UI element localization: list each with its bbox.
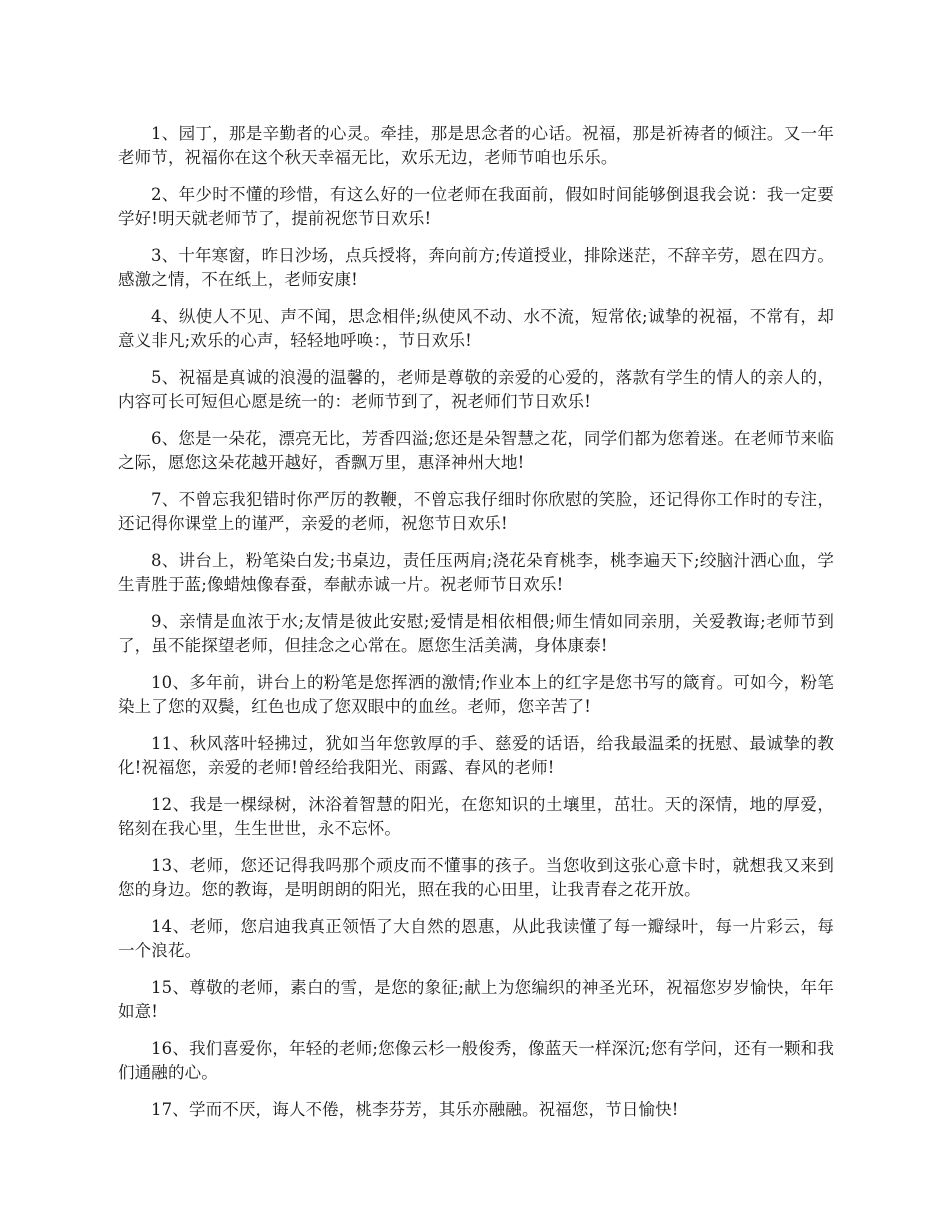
paragraph-13: 13、老师，您还记得我吗那个顽皮而不懂事的孩子。当您收到这张心意卡时，就想我又来到您的身边。您的教诲，是明朗朗的阳光，照在我的心田里，让我青春之花开放。 <box>118 856 834 899</box>
paragraph-11: 11、秋风落叶轻拂过，犹如当年您敦厚的手、慈爱的话语，给我最温柔的抚慰、最诚挚的教化!祝福您，亲爱的老师!曾经给我阳光、雨露、春风的老师! <box>118 734 834 777</box>
paragraph-9: 9、亲情是血浓于水;友情是彼此安慰;爱情是相依相偎;师生情如同亲朋，关爱教诲;老师节到了，虽不能探望老师，但挂念之心常在。愿您生活美满，身体康泰! <box>118 612 834 655</box>
paragraph-6: 6、您是一朵花，漂亮无比，芳香四溢;您还是朵智慧之花，同学们都为您着迷。在老师节来临之际，愿您这朵花越开越好，香飘万里，惠泽神州大地! <box>118 429 834 472</box>
paragraph-4: 4、纵使人不见、声不闻，思念相伴;纵使风不动、水不流，短常依;诚挚的祝福，不常有，却意义非凡;欢乐的心声，轻轻地呼唤：，节日欢乐! <box>118 307 834 350</box>
paragraph-1: 1、园丁，那是辛勤者的心灵。牵挂，那是思念者的心话。祝福，那是祈祷者的倾注。又一年老师节，祝福你在这个秋天幸福无比，欢乐无边，老师节咱也乐乐。 <box>118 124 834 167</box>
paragraph-10: 10、多年前，讲台上的粉笔是您挥洒的激情;作业本上的红字是您书写的箴育。可如今，粉笔染上了您的双鬓，红色也成了您双眼中的血丝。老师，您辛苦了! <box>118 673 834 716</box>
paragraph-14: 14、老师，您启迪我真正领悟了大自然的恩惠，从此我读懂了每一瓣绿叶，每一片彩云，每一个浪花。 <box>118 917 834 960</box>
paragraph-2: 2、年少时不懂的珍惜，有这么好的一位老师在我面前，假如时间能够倒退我会说：我一定要学好!明天就老师节了，提前祝您节日欢乐! <box>118 185 834 228</box>
paragraph-8: 8、讲台上，粉笔染白发;书桌边，责任压两肩;浇花朵育桃李，桃李遍天下;绞脑汁洒心血，学生青胜于蓝;像蜡烛像春蚕，奉献赤诚一片。祝老师节日欢乐! <box>118 551 834 594</box>
paragraph-5: 5、祝福是真诚的浪漫的温馨的，老师是尊敬的亲爱的心爱的，落款有学生的情人的亲人的，内容可长可短但心愿是统一的：老师节到了，祝老师们节日欢乐! <box>118 368 834 411</box>
paragraph-17: 17、学而不厌，诲人不倦，桃李芬芳，其乐亦融融。祝福您，节日愉快! <box>151 1100 679 1119</box>
document-body <box>118 122 834 1136</box>
paragraph-7: 7、不曾忘我犯错时你严厉的教鞭，不曾忘我仔细时你欣慰的笑脸，还记得你工作时的专注，还记得你课堂上的谨严，亲爱的老师，祝您节日欢乐! <box>118 490 834 533</box>
paragraph-3: 3、十年寒窗，昨日沙场，点兵授将，奔向前方;传道授业，排除迷茫，不辞辛劳，恩在四方。感激之情，不在纸上，老师安康! <box>118 246 834 289</box>
paragraph-16: 16、我们喜爱你，年轻的老师;您像云杉一般俊秀，像蓝天一样深沉;您有学问，还有一颗和我们通融的心。 <box>118 1039 834 1082</box>
paragraph-15: 15、尊敬的老师，素白的雪，是您的象征;献上为您编织的神圣光环，祝福您岁岁愉快，年年如意! <box>118 978 834 1021</box>
paragraph-12: 12、我是一棵绿树，沐浴着智慧的阳光，在您知识的土壤里，茁壮。天的深情，地的厚爱，铭刻在我心里，生生世世，永不忘怀。 <box>118 795 834 838</box>
